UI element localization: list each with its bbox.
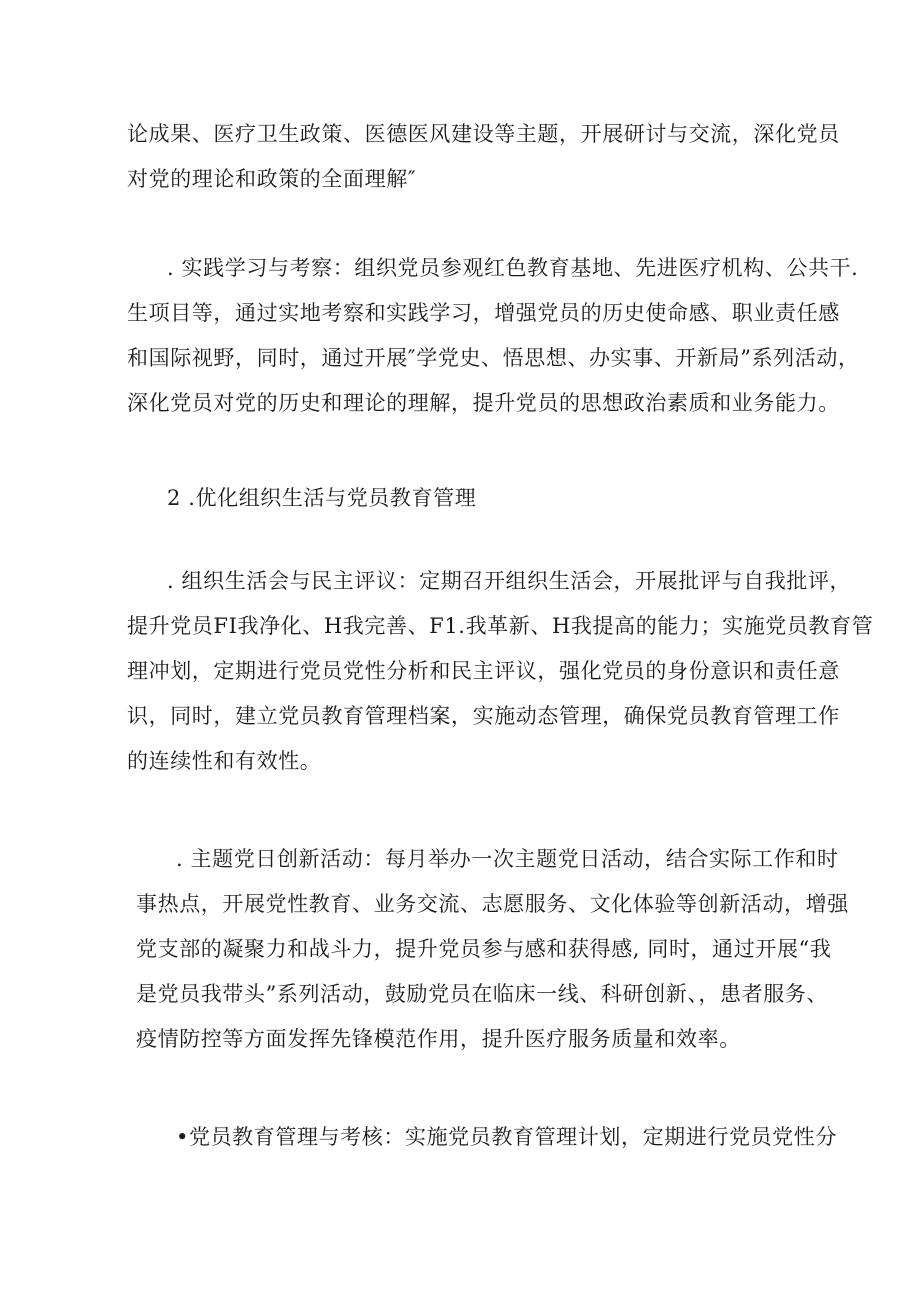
paragraph-1-line-1: 论成果、医疗卫生政策、医德医风建设等主题，开展研讨与交流，深化党员 bbox=[127, 122, 840, 146]
paragraph-3-line-1: . 组织生活会与民主评议：定期召开组织生活会，开展批评与自我批评， bbox=[167, 569, 852, 593]
paragraph-2-line-1: . 实践学习与考察：组织党员参观红色教育基地、先进医疗机构、公共干. bbox=[167, 256, 859, 280]
section-heading: 2 .优化组织生活与党员教育管理 bbox=[167, 486, 477, 510]
paragraph-4-line-4: 是党员我带头”系列活动，鼓励党员在临床一线、科研创新、，患者服务、 bbox=[136, 982, 829, 1006]
paragraph-2-line-4: 深化党员对党的历史和理论的理解，提升党员的思想政治素质和业务能力。 bbox=[127, 391, 840, 415]
paragraph-4-line-5: 疫情防控等方面发挥先锋模范作用，提升医疗服务质量和效率。 bbox=[136, 1027, 741, 1051]
paragraph-4-line-2: 事热点，开展党性教育、业务交流、志愿服务、文化体验等创新活动，增强 bbox=[136, 892, 849, 916]
paragraph-3-line-2: 提升党员FI我净化、H我完善、F1.我革新、H我提高的能力；实施党员教育管 bbox=[127, 614, 874, 638]
paragraph-3-line-4: 识，同时，建立党员教育管理档案，实施动态管理，确保党员教育管理工作 bbox=[127, 704, 840, 728]
paragraph-4-line-3: 党支部的凝聚力和战斗力，提升党员参与感和获得感, 同时，通过开展“我 bbox=[136, 937, 832, 961]
paragraph-2-line-3: 和国际视野，同时，通过开展″学党史、悟思想、办实事、开新局”系列活动， bbox=[127, 346, 860, 370]
paragraph-3-line-3: 理冲划，定期进行党员党性分析和民主评议，强化党员的身份意识和责任意 bbox=[127, 659, 840, 683]
paragraph-5-line-1: •党员教育管理与考核：实施党员教育管理计划，定期进行党员党性分 bbox=[176, 1125, 837, 1149]
paragraph-3-line-5: 的连续性和有效性。 bbox=[127, 749, 322, 773]
paragraph-1-line-2: 对党的理论和政策的全面理解″ bbox=[127, 167, 417, 191]
paragraph-4-line-1: . 主题党日创新活动：每月举办一次主题党日活动，结合实际工作和时 bbox=[176, 847, 839, 871]
paragraph-2-line-2: 生项目等，通过实地考察和实践学习，增强党员的历史使命感、职业责任感 bbox=[127, 301, 840, 325]
